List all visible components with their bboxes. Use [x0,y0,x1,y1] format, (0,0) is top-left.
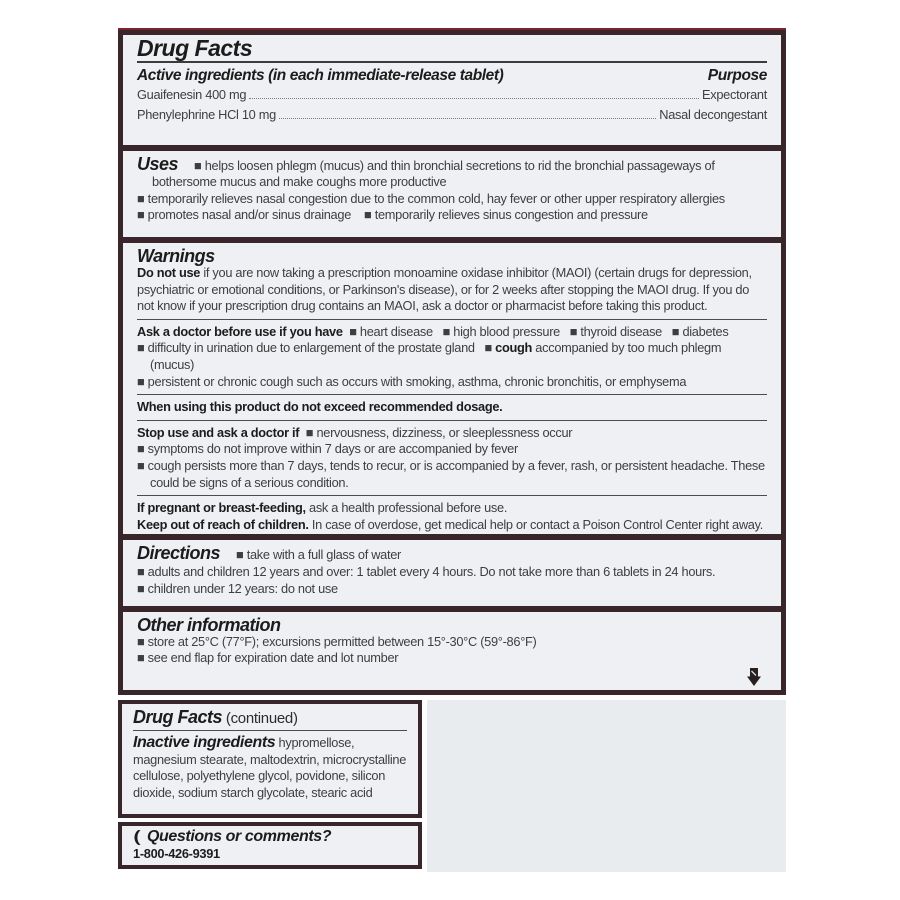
do-not-use-text: if you are now taking a prescription monoamine oxidase inhibitor (MAOI) (certain drugs for depression, psychiatric or emotional conditions, or Parkinson's disease), or for 2 weeks after stopping the MAOI drug. If you do not know if your prescription drug contains an MAOI, ask a doctor or pharmacist before taking this product. [137,264,752,314]
warnings-divider [137,319,767,320]
active-ingredients-header-row [137,68,767,85]
other-information-section [123,612,781,690]
do-not-use-label: Do not use [137,264,201,280]
stop-use-inline-bullet: ■ nervousness, dizziness, or sleeplessness occur [299,424,573,440]
phone-handset-icon [133,830,142,845]
ask-doctor-lead-line [137,324,767,341]
uses-heading: Uses [137,153,179,174]
stop-use-bullet: ■ cough persists more than 7 days, tends to recur, or is accompanied by a fever, rash, or persistent headache. These could be signs of a serious condition. [137,457,765,490]
purpose-heading: Purpose [707,66,767,84]
ask-bullet-text: ■ difficulty in urination due to enlargement of the prostate gland ■ [137,340,496,356]
inactive-ingredients-heading: Inactive ingredients [133,734,276,752]
other-info-bullet: ■ see end flap for expiration date and lot number [137,650,399,666]
ask-doctor-inline-bullets: ■ heart disease ■ high blood pressure ■ thyroid disease ■ diabetes [342,323,729,339]
dotted-leader [249,98,699,99]
inactive-ingredients-text: hypromellose, magnesium stearate, maltodextrin, microcrystalline cellulose, polyethylene glycol, povidone, silicon dioxide, sodium starch glycolate, stearic acid [133,735,407,800]
drug-facts-title: Drug Facts [137,35,253,61]
ingredient-purpose: Nasal decongestant [659,106,767,122]
drug-facts-continued-title-line [133,709,407,727]
drug-facts-continued-title: Drug Facts [133,707,223,727]
continued-divider [133,730,407,731]
uses-section [123,151,781,238]
ingredient-row [137,107,767,124]
inactive-ingredients-paragraph [133,735,407,801]
pregnant-label: If pregnant or breast-feeding, [137,500,306,516]
dotted-leader [279,118,656,119]
ask-doctor-label: Ask a doctor before use if you have [137,323,343,339]
ask-doctor-bullet: ■ persistent or chronic cough such as occurs with smoking, asthma, chronic bronchitis, or emphysema [137,373,687,389]
stop-use-bullet: ■ symptoms do not improve within 7 days or are accompanied by fever [137,441,518,457]
children-text: In case of overdose, get medical help or contact a Poison Control Center right away. [308,516,764,532]
warnings-divider [137,394,767,395]
uses-bullet: ■ promotes nasal and/or sinus drainage ■ temporarily relieves sinus congestion and pressure [137,207,648,223]
uses-lead-text: ■ helps loosen phlegm (mucus) and thin bronchial secretions to rid the bronchial passageways of bothersome mucus and make coughs more productive [152,157,715,190]
package-surface [427,700,786,872]
ask-bullet-text: accompanied by too much phlegm (mucus) [150,340,722,372]
warnings-heading: Warnings [137,246,215,267]
warnings-section [123,243,781,534]
stop-use-lead-line [137,425,767,442]
ingredient-name: Phenylephrine HCl 10 mg [137,106,276,122]
directions-bullet: ■ adults and children 12 years and over: 1 tablet every 4 hours. Do not take more than 6 tablets in 24 hours. [137,564,716,580]
drug-facts-box [118,28,786,695]
pregnant-line [137,500,767,517]
uses-bullet: ■ temporarily relieves nasal congestion due to the common cold, hay fever or other upper respiratory allergies [137,190,725,206]
do-not-use-paragraph [137,265,767,315]
children-label: Keep out of reach of children. [137,516,309,532]
directions-bullet: ■ children under 12 years: do not use [137,580,338,596]
ingredient-row [137,87,767,104]
ask-doctor-bullet [137,340,767,373]
drug-facts-continued-panel [118,700,422,818]
phone-number: 1-800-426-9391 [133,846,220,862]
warnings-divider [137,420,767,421]
active-ingredients-section [123,35,781,145]
continued-arrow-icon [747,668,761,686]
questions-panel [118,822,422,869]
active-ingredients-heading: Active ingredients (in each immediate-release tablet) [137,66,504,84]
other-info-bullet: ■ store at 25°C (77°F); excursions permitted between 15°-30°C (59°-86°F) [137,633,537,649]
warnings-divider [137,495,767,496]
other-information-heading: Other information [137,615,281,636]
continued-suffix: (continued) [222,710,298,727]
directions-section [123,540,781,606]
children-line [137,517,767,534]
ingredient-purpose: Expectorant [702,87,767,103]
when-using-line: When using this product do not exceed recommended dosage. [137,399,503,415]
questions-heading-row [133,829,407,845]
ingredient-name: Guaifenesin 400 mg [137,87,247,103]
questions-heading: Questions or comments? [147,828,332,845]
stop-use-label: Stop use and ask a doctor if [137,424,300,440]
pregnant-text: ask a health professional before use. [305,500,508,516]
directions-lead-text: ■ take with a full glass of water [236,547,402,563]
ask-bullet-bold: cough [495,340,533,356]
uses-lead-line [137,153,767,191]
directions-heading: Directions [137,543,221,564]
directions-lead-line [137,545,767,564]
